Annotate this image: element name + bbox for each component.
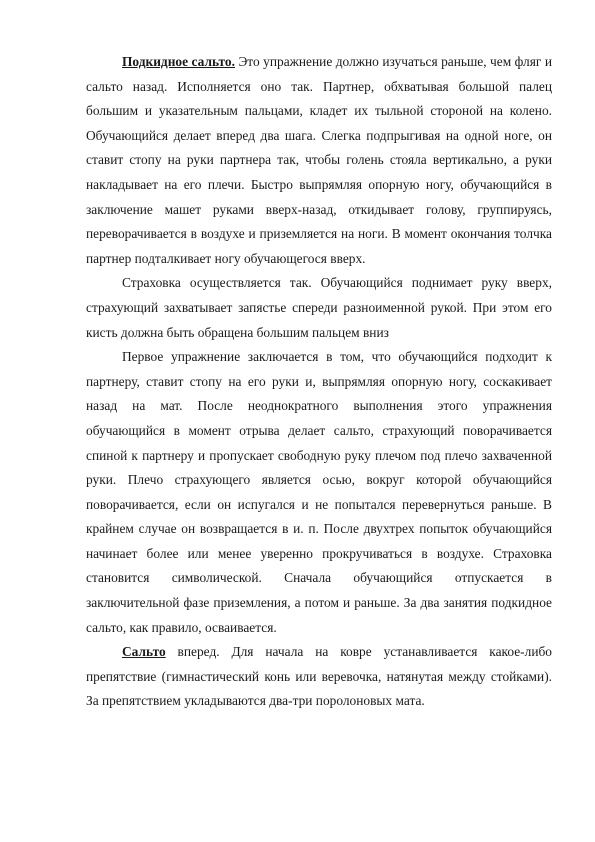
paragraph-strakhovka [86, 271, 552, 345]
paragraph-podkidnoe-salto [86, 50, 552, 271]
paragraph-text: Это упражнение должно изучаться раньше, чем фляг и сальто назад. Исполняется оно так. Партнер, обхватывая большой палец большим и указательным пальцами, кладет их тыльной стороной на колено. Обучающийся делает вперед два шага. Слегка подпрыгивая на одной ноге, он ставит стопу на руки партнера так, чтобы голень стояла вертикально, а руки накладывает на его плечи. Быстро выпрямляя опорную ногу, обучающийся в заключение машет руками вверх-назад, откидывает голову, группируясь, переворачивается в воздухе и приземляется на ноги. В момент окончания толчка партнер подталкивает ногу обучающегося вверх. [86, 54, 552, 266]
paragraph-text: Страховка осуществляется так. Обучающийся поднимает руку вверх, страхующий захватывает запястье спереди разноименной рукой. При этом его кисть должна быть обращена большим пальцем вниз [86, 275, 552, 340]
paragraph-salto-vpered [86, 640, 552, 714]
paragraph-text: Первое упражнение заключается в том, что обучающийся подходит к партнеру, ставит стопу на его руки и, выпрямляя опорную ногу, соскакивает назад на мат. После неоднократного выполнения этого упражнения обучающийся в момент отрыва делает сальто, страхующий поворачивается спиной к партнеру и пропускает свободную руку плечом под плечо захваченной руки. Плечо страхующего является осью, вокруг которой обучающийся поворачивается, если он испугался и не попытался перевернуться раньше. В крайнем случае он возвращается в и. п. После двухтрех попыток обучающийся начинает более или менее уверенно прокручиваться в воздухе. Страховка становится символической. Сначала обучающийся отпускается в заключительной фазе приземления, а потом и раньше. За два занятия подкидное сальто, как правило, осваивается. [86, 349, 552, 635]
document-body [86, 50, 552, 714]
paragraph-heading: Подкидное сальто. [122, 54, 235, 69]
paragraph-text: вперед. Для начала на ковре устанавливается какое-либо препятствие (гимнастический конь или веревочка, натянутая между стойками). За препятствием укладываются два-три поролоновых мата. [86, 644, 552, 709]
paragraph-pervoe-uprazhnenie [86, 345, 552, 640]
paragraph-heading: Сальто [122, 644, 166, 660]
